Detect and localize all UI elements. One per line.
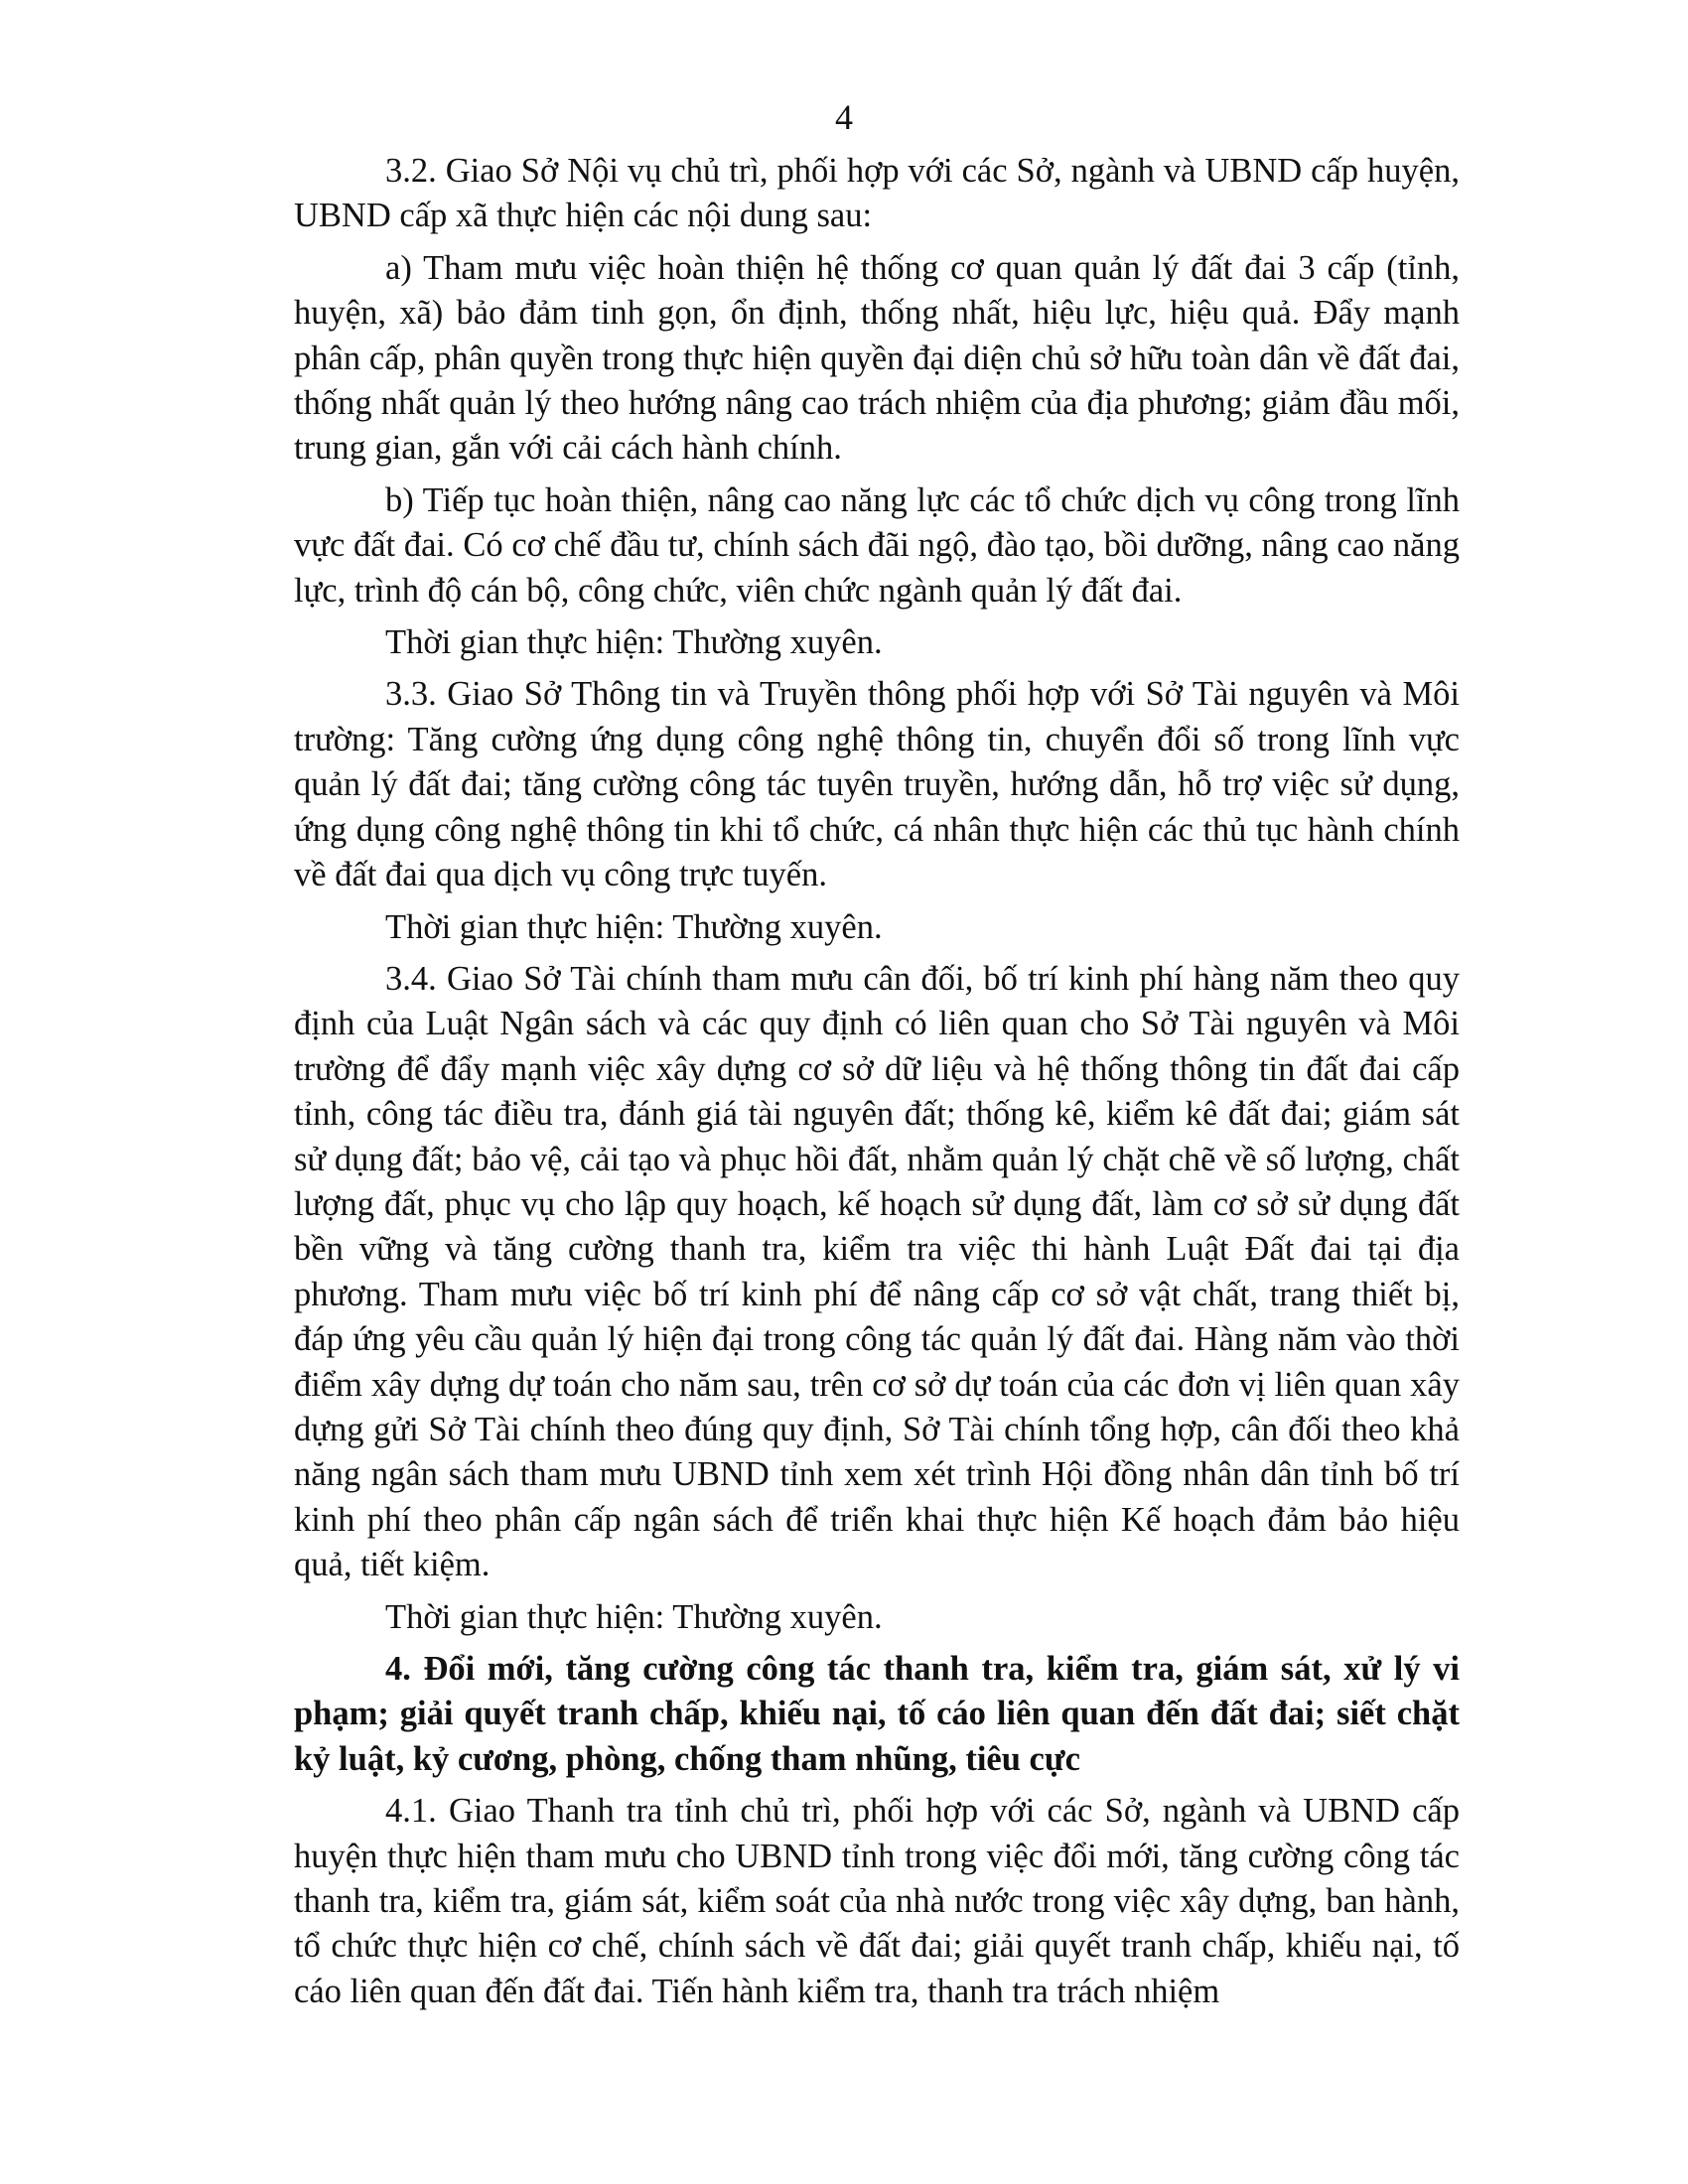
- paragraph-3-2: 3.2. Giao Sở Nội vụ chủ trì, phối hợp với các Sở, ngành và UBND cấp huyện, UBND cấp xã thực hiện các nội dung sau:: [294, 152, 1460, 235]
- paragraph-4-1: 4.1. Giao Thanh tra tỉnh chủ trì, phối hợp với các Sở, ngành và UBND cấp huyện thực hiện tham mưu cho UBND tỉnh trong việc đổi mới, tăng cường công tác thanh tra, kiểm tra, giám sát, kiểm soát của nhà nước trong việc xây dựng, ban hành, tổ chức thực hiện cơ chế, chính sách về đất đai; giải quyết tranh chấp, khiếu nại, tố cáo liên quan đến đất đai. Tiến hành kiểm tra, thanh tra trách nhiệm: [294, 1792, 1460, 2010]
- paragraph-deadline-3-4: Thời gian thực hiện: Thường xuyên.: [385, 1597, 883, 1636]
- paragraph-3-2-a: a) Tham mưu việc hoàn thiện hệ thống cơ quan quản lý đất đai 3 cấp (tỉnh, huyện, xã) bảo đảm tinh gọn, ổn định, thống nhất, hiệu lực, hiệu quả. Đẩy mạnh phân cấp, phân quyền trong thực hiện quyền đại diện chủ sở hữu toàn dân về đất đai, thống nhất quản lý theo hướng nâng cao trách nhiệm của địa phương; giảm đầu mối, trung gian, gắn với cải cách hành chính.: [294, 248, 1460, 468]
- paragraph-3-3: 3.3. Giao Sở Thông tin và Truyền thông phối hợp với Sở Tài nguyên và Môi trường: Tăng cường ứng dụng công nghệ thông tin, chuyển đổi số trong lĩnh vực quản lý đất đai; tăng cường công tác tuyên truyền, hướng dẫn, hỗ trợ việc sử dụng, ứng dụng công nghệ thông tin khi tổ chức, cá nhân thực hiện các thủ tục hành chính về đất đai qua dịch vụ công trực tuyến.: [294, 675, 1460, 894]
- paragraph-deadline-3-2: Thời gian thực hiện: Thường xuyên.: [385, 623, 883, 662]
- section-heading-4: 4. Đổi mới, tăng cường công tác thanh tra, kiểm tra, giám sát, xử lý vi phạm; giải quyết tranh chấp, khiếu nại, tố cáo liên quan đến đất đai; siết chặt kỷ luật, kỷ cương, phòng, chống tham nhũng, tiêu cực: [294, 1650, 1460, 1778]
- paragraph-deadline-3-3: Thời gian thực hiện: Thường xuyên.: [385, 907, 883, 946]
- paragraph-3-4: 3.4. Giao Sở Tài chính tham mưu cân đối, bố trí kinh phí hàng năm theo quy định của Luật Ngân sách và các quy định có liên quan cho Sở Tài nguyên và Môi trường để đẩy mạnh việc xây dựng cơ sở dữ liệu và hệ thống thông tin đất đai cấp tỉnh, công tác điều tra, đánh giá tài nguyên đất; thống kê, kiểm kê đất đai; giám sát sử dụng đất; bảo vệ, cải tạo và phục hồi đất, nhằm quản lý chặt chẽ về số lượng, chất lượng đất, phục vụ cho lập quy hoạch, kế hoạch sử dụng đất, làm cơ sở sử dụng đất bền vững và tăng cường thanh tra, kiểm tra việc thi hành Luật Đất đai tại địa phương. Tham mưu việc bố trí kinh phí để nâng cấp cơ sở vật chất, trang thiết bị, đáp ứng yêu cầu quản lý hiện đại trong công tác quản lý đất đai. Hàng năm vào thời điểm xây dựng dự toán cho năm sau, trên cơ sở dự toán của các đơn vị liên quan xây dựng gửi Sở Tài chính theo đúng quy định, Sở Tài chính tổng hợp, cân đối theo khả năng ngân sách tham mưu UBND tỉnh xem xét trình Hội đồng nhân dân tỉnh bố trí kinh phí theo phân cấp ngân sách để triển khai thực hiện Kế hoạch đảm bảo hiệu quả, tiết kiệm.: [294, 959, 1460, 1584]
- page-number: 4: [835, 97, 853, 137]
- document-body: [294, 149, 1460, 2021]
- paragraph-3-2-b: b) Tiếp tục hoàn thiện, nâng cao năng lực các tổ chức dịch vụ công trong lĩnh vực đất đai. Có cơ chế đầu tư, chính sách đãi ngộ, đào tạo, bồi dưỡng, nâng cao năng lực, trình độ cán bộ, công chức, viên chức ngành quản lý đất đai.: [294, 480, 1460, 610]
